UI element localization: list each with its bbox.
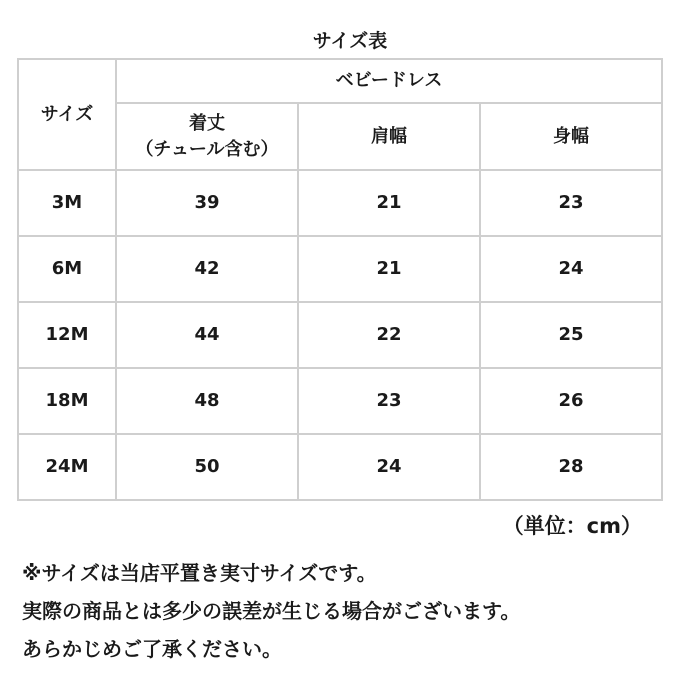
note-line: ※サイズは当店平置き実寸サイズです。 (22, 561, 377, 585)
header-length-label: 着丈 (189, 113, 225, 135)
cell-body-width: 26 (480, 368, 662, 434)
cell-shoulder: 24 (298, 434, 480, 500)
cell-length: 39 (116, 170, 298, 236)
cell-size: 6M (18, 236, 116, 302)
table-row (18, 170, 662, 236)
table-row (18, 368, 662, 434)
cell-length: 48 (116, 368, 298, 434)
note-line: あらかじめご了承ください。 (22, 637, 282, 661)
table-header-row (18, 59, 662, 103)
cell-shoulder: 21 (298, 170, 480, 236)
header-baby-dress: ベビードレス (116, 59, 662, 103)
header-size: サイズ (18, 59, 116, 170)
unit-label: （単位：cm） (502, 514, 642, 538)
cell-size: 18M (18, 368, 116, 434)
cell-body-width: 23 (480, 170, 662, 236)
cell-shoulder: 22 (298, 302, 480, 368)
header-shoulder: 肩幅 (298, 103, 480, 170)
header-length (116, 103, 298, 170)
cell-shoulder: 21 (298, 236, 480, 302)
table-row (18, 434, 662, 500)
cell-body-width: 24 (480, 236, 662, 302)
cell-length: 50 (116, 434, 298, 500)
table-row (18, 236, 662, 302)
page-title: サイズ表 (312, 30, 388, 52)
table-row (18, 302, 662, 368)
note-line: 実際の商品とは多少の誤差が生じる場合がございます。 (22, 599, 521, 623)
cell-shoulder: 23 (298, 368, 480, 434)
cell-size: 12M (18, 302, 116, 368)
cell-size: 24M (18, 434, 116, 500)
cell-body-width: 25 (480, 302, 662, 368)
header-length-note: （チュール含む） (135, 138, 279, 160)
header-body-width: 身幅 (480, 103, 662, 170)
cell-size: 3M (18, 170, 116, 236)
cell-length: 42 (116, 236, 298, 302)
cell-body-width: 28 (480, 434, 662, 500)
cell-length: 44 (116, 302, 298, 368)
size-table (17, 58, 663, 501)
notes (22, 554, 692, 668)
